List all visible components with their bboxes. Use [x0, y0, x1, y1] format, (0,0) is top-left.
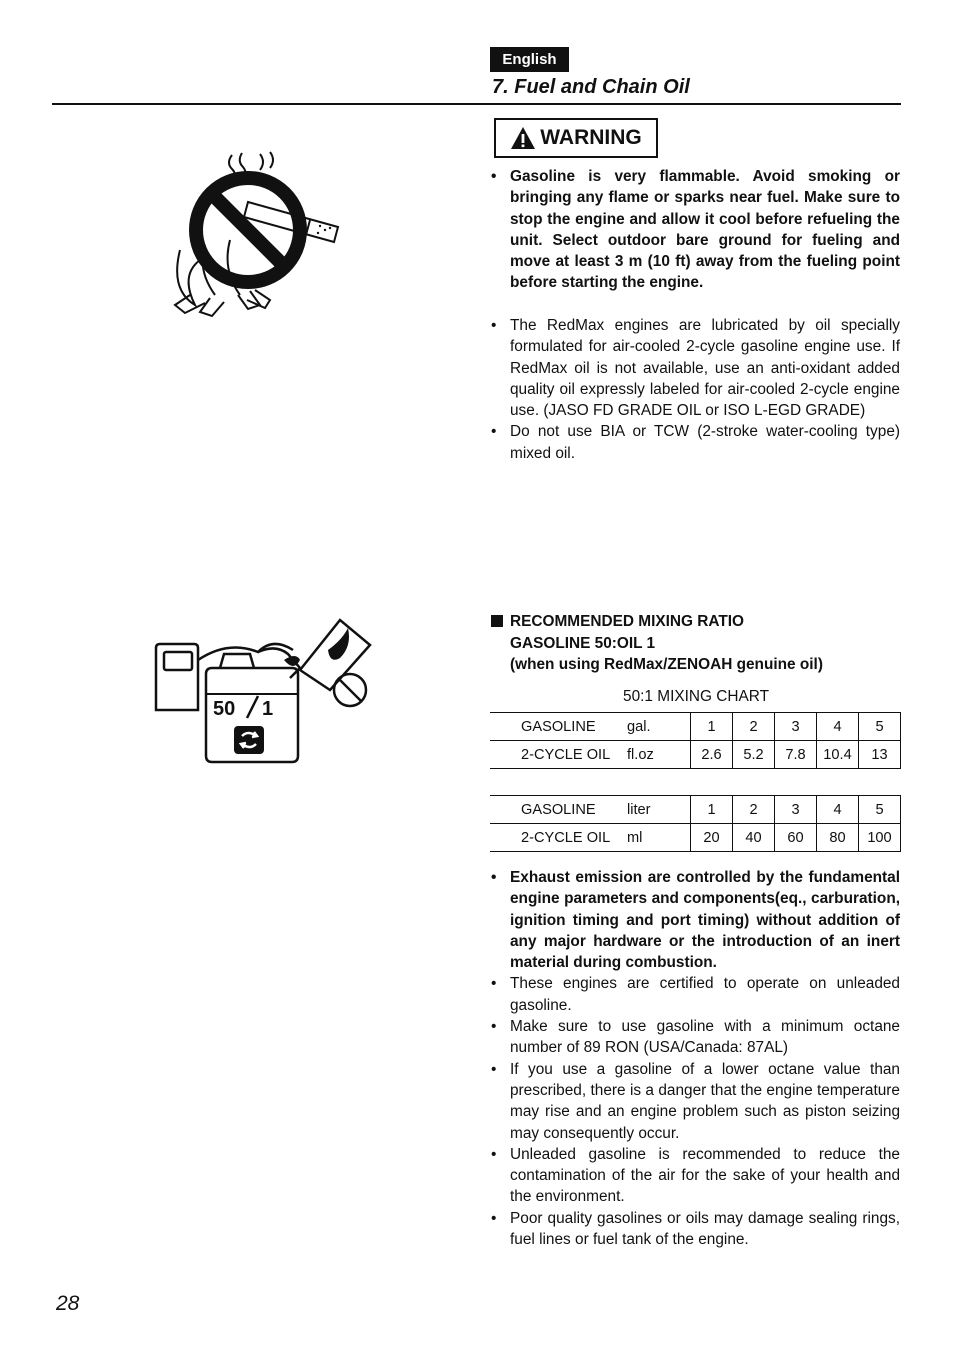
table-cell: 7.8	[775, 741, 817, 769]
gasoline-bullet: • Make sure to use gasoline with a minimum octane number of 89 RON (USA/Canada: 87AL)	[490, 1016, 900, 1059]
oil-bullet: • Do not use BIA or TCW (2-stroke water-cooling type) mixed oil.	[490, 421, 900, 464]
language-tag: English	[490, 47, 569, 72]
warning-triangle-icon	[510, 126, 536, 150]
table-cell: 1	[691, 796, 733, 824]
mixing-line-3: (when using RedMax/ZENOAH genuine oil)	[510, 656, 823, 674]
table-cell: 100	[859, 824, 901, 852]
table-cell: 40	[733, 824, 775, 852]
mixing-table-metric	[490, 795, 901, 852]
table-cell: 5	[859, 796, 901, 824]
oil-text-block	[490, 315, 900, 464]
warning-bullet: • Gasoline is very flammable. Avoid smoking or bringing any flame or sparks near fuel. Make sure to stop the engine and allow it cool before refueling the unit. Select outdoor bare ground for fueling and move at least 3 m (10 ft) away from the fueling point before starting the engine.	[490, 166, 900, 294]
recycle-icon	[234, 726, 264, 754]
page-number: 28	[56, 1292, 80, 1315]
oil-bullet: • The RedMax engines are lubricated by oil specially formulated for air-cooled 2-cycle gasoline engine use. If RedMax oil is not available, use an anti-oxidant added quality oil expressly labeled for air-cooled 2-cycle engine use. (JASO FD GRADE OIL or ISO L-EGD GRADE)	[490, 315, 900, 421]
table-cell: 20	[691, 824, 733, 852]
table-cell: 3	[775, 796, 817, 824]
row-name: GASOLINE	[521, 801, 596, 818]
emission-bullet: • Exhaust emission are controlled by the fundamental engine parameters and components(eq., carburation, ignition timing and port timing) without addition of any major hardware or the introduction of an inert material during combustion.	[490, 867, 900, 973]
table-row	[490, 713, 901, 741]
row-name: GASOLINE	[521, 718, 596, 735]
table-cell: 80	[817, 824, 859, 852]
table-cell: 5	[859, 713, 901, 741]
table-row	[490, 796, 901, 824]
warning-text-block	[490, 166, 900, 294]
warning-label: WARNING	[540, 126, 642, 149]
table-cell: 4	[817, 713, 859, 741]
gasoline-bullet: • Unleaded gasoline is recommended to reduce the contamination of the air for the sake of your health and the environment.	[490, 1144, 900, 1208]
table-row	[490, 824, 901, 852]
fuel-can-illustration	[150, 610, 375, 770]
section-title: 7. Fuel and Chain Oil	[492, 76, 690, 98]
mixing-ratio-heading	[490, 611, 900, 676]
table-cell: 2	[733, 713, 775, 741]
row-unit: gal.	[627, 718, 651, 735]
table-cell: 13	[859, 741, 901, 769]
mixing-chart-title: 50:1 MIXING CHART	[623, 688, 769, 705]
gasoline-bullet: • Poor quality gasolines or oils may damage sealing rings, fuel lines or fuel tank of the engine.	[490, 1208, 900, 1251]
can-ratio-right: 1	[262, 698, 274, 720]
table-row	[490, 741, 901, 769]
header-rule	[52, 103, 901, 105]
can-ratio-left: 50	[213, 698, 236, 720]
table-cell: 1	[691, 713, 733, 741]
square-bullet-icon	[491, 615, 503, 627]
row-name: 2-CYCLE OIL	[521, 829, 611, 846]
table-cell: 2	[733, 796, 775, 824]
table-cell: 2.6	[691, 741, 733, 769]
no-smoking-illustration	[160, 150, 355, 320]
gasoline-bullet: • If you use a gasoline of a lower octane value than prescribed, there is a danger that the engine temperature may rise and an engine problem such as piston seizing may consequently occur.	[490, 1059, 900, 1144]
gasoline-bullet: • These engines are certified to operate on unleaded gasoline.	[490, 973, 900, 1016]
mixing-table-imperial	[490, 712, 901, 769]
mixing-line-2: GASOLINE 50:OIL 1	[510, 634, 656, 652]
table-cell: 10.4	[817, 741, 859, 769]
row-unit: ml	[627, 829, 643, 846]
table-cell: 5.2	[733, 741, 775, 769]
table-cell: 3	[775, 713, 817, 741]
table-cell: 60	[775, 824, 817, 852]
table-cell: 4	[817, 796, 859, 824]
row-unit: fl.oz	[627, 746, 654, 763]
gasoline-text-block	[490, 867, 900, 1250]
row-unit: liter	[627, 801, 651, 818]
warning-label-box	[494, 118, 658, 158]
mixing-line-1: RECOMMENDED MIXING RATIO	[510, 613, 744, 630]
row-name: 2-CYCLE OIL	[521, 746, 611, 763]
